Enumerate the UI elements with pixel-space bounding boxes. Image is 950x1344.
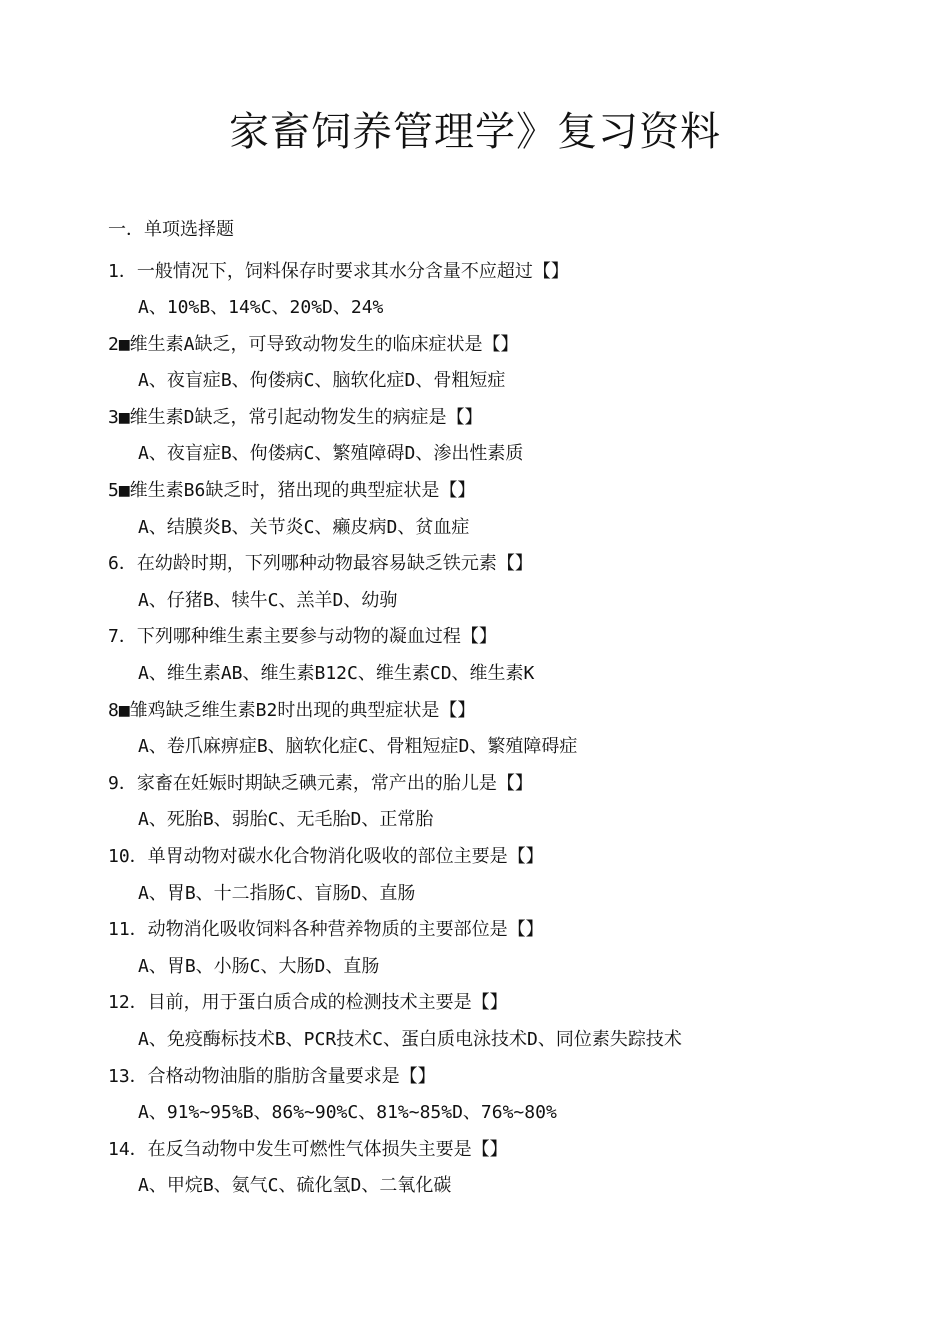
question-options: A、夜盲症B、佝偻病C、繁殖障碍D、渗出性素质 — [138, 443, 524, 465]
question-options: A、10%B、14%C、20%D、24% — [138, 297, 384, 319]
question-options: A、仔猪B、犊牛C、羔羊D、幼驹 — [138, 589, 398, 611]
question-options: A、胃B、小肠C、大肠D、直肠 — [138, 955, 380, 977]
question-item — [108, 400, 908, 473]
question-text: 11．动物消化吸收饲料各种营养物质的主要部位是【】 — [108, 919, 544, 941]
question-item — [108, 1132, 908, 1205]
question-item — [108, 985, 908, 1058]
question-text: 7．下列哪种维生素主要参与动物的凝血过程【】 — [108, 626, 497, 648]
question-item — [108, 1059, 908, 1132]
question-text: 5■维生素B6缺乏时，猪出现的典型症状是【】 — [108, 480, 476, 502]
document-title: 家畜饲养管理学》复习资料 — [229, 109, 721, 155]
question-text: 8■雏鸡缺乏维生素B2时出现的典型症状是【】 — [108, 699, 476, 721]
question-item — [108, 473, 908, 546]
question-item — [108, 912, 908, 985]
question-item — [108, 254, 908, 327]
question-text: 14．在反刍动物中发生可燃性气体损失主要是【】 — [108, 1138, 508, 1160]
question-text: 3■维生素D缺乏，常引起动物发生的病症是【】 — [108, 406, 483, 428]
question-options: A、死胎B、弱胎C、无毛胎D、正常胎 — [138, 809, 434, 831]
question-options: A、91%~95%B、86%~90%C、81%~85%D、76%~80% — [138, 1102, 557, 1124]
question-list — [108, 254, 908, 1205]
question-options: A、卷爪麻痹症B、脑软化症C、骨粗短症D、繁殖障碍症 — [138, 736, 578, 758]
question-item — [108, 839, 908, 912]
question-text: 12．目前，用于蛋白质合成的检测技术主要是【】 — [108, 992, 508, 1014]
question-item — [108, 327, 908, 400]
question-item — [108, 619, 908, 692]
question-options: A、甲烷B、氨气C、硫化氢D、二氧化碳 — [138, 1175, 452, 1197]
section-heading: 一．单项选择题 — [108, 219, 234, 240]
question-item — [108, 766, 908, 839]
question-item — [108, 693, 908, 766]
question-options: A、免疫酶标技术B、PCR技术C、蛋白质电泳技术D、同位素失踪技术 — [138, 1028, 682, 1050]
question-text: 6．在幼龄时期，下列哪种动物最容易缺乏铁元素【】 — [108, 553, 533, 575]
question-text: 9．家畜在妊娠时期缺乏碘元素，常产出的胎儿是【】 — [108, 772, 533, 794]
question-item — [108, 546, 908, 619]
question-text: 10．单胃动物对碳水化合物消化吸收的部位主要是【】 — [108, 846, 544, 867]
question-options: A、维生素AB、维生素B12C、维生素CD、维生素K — [138, 663, 535, 685]
question-text: 2■维生素A缺乏，可导致动物发生的临床症状是【】 — [108, 333, 519, 355]
question-options: A、胃B、十二指肠C、盲肠D、直肠 — [138, 882, 416, 904]
question-options: A、结膜炎B、关节炎C、癞皮病D、贫血症 — [138, 516, 470, 538]
question-text: 1．一般情况下，饲料保存时要求其水分含量不应超过【】 — [108, 260, 569, 282]
question-options: A、夜盲症B、佝偻病C、脑软化症D、骨粗短症 — [138, 370, 506, 392]
question-text: 13．合格动物油脂的脂肪含量要求是【】 — [108, 1065, 436, 1087]
